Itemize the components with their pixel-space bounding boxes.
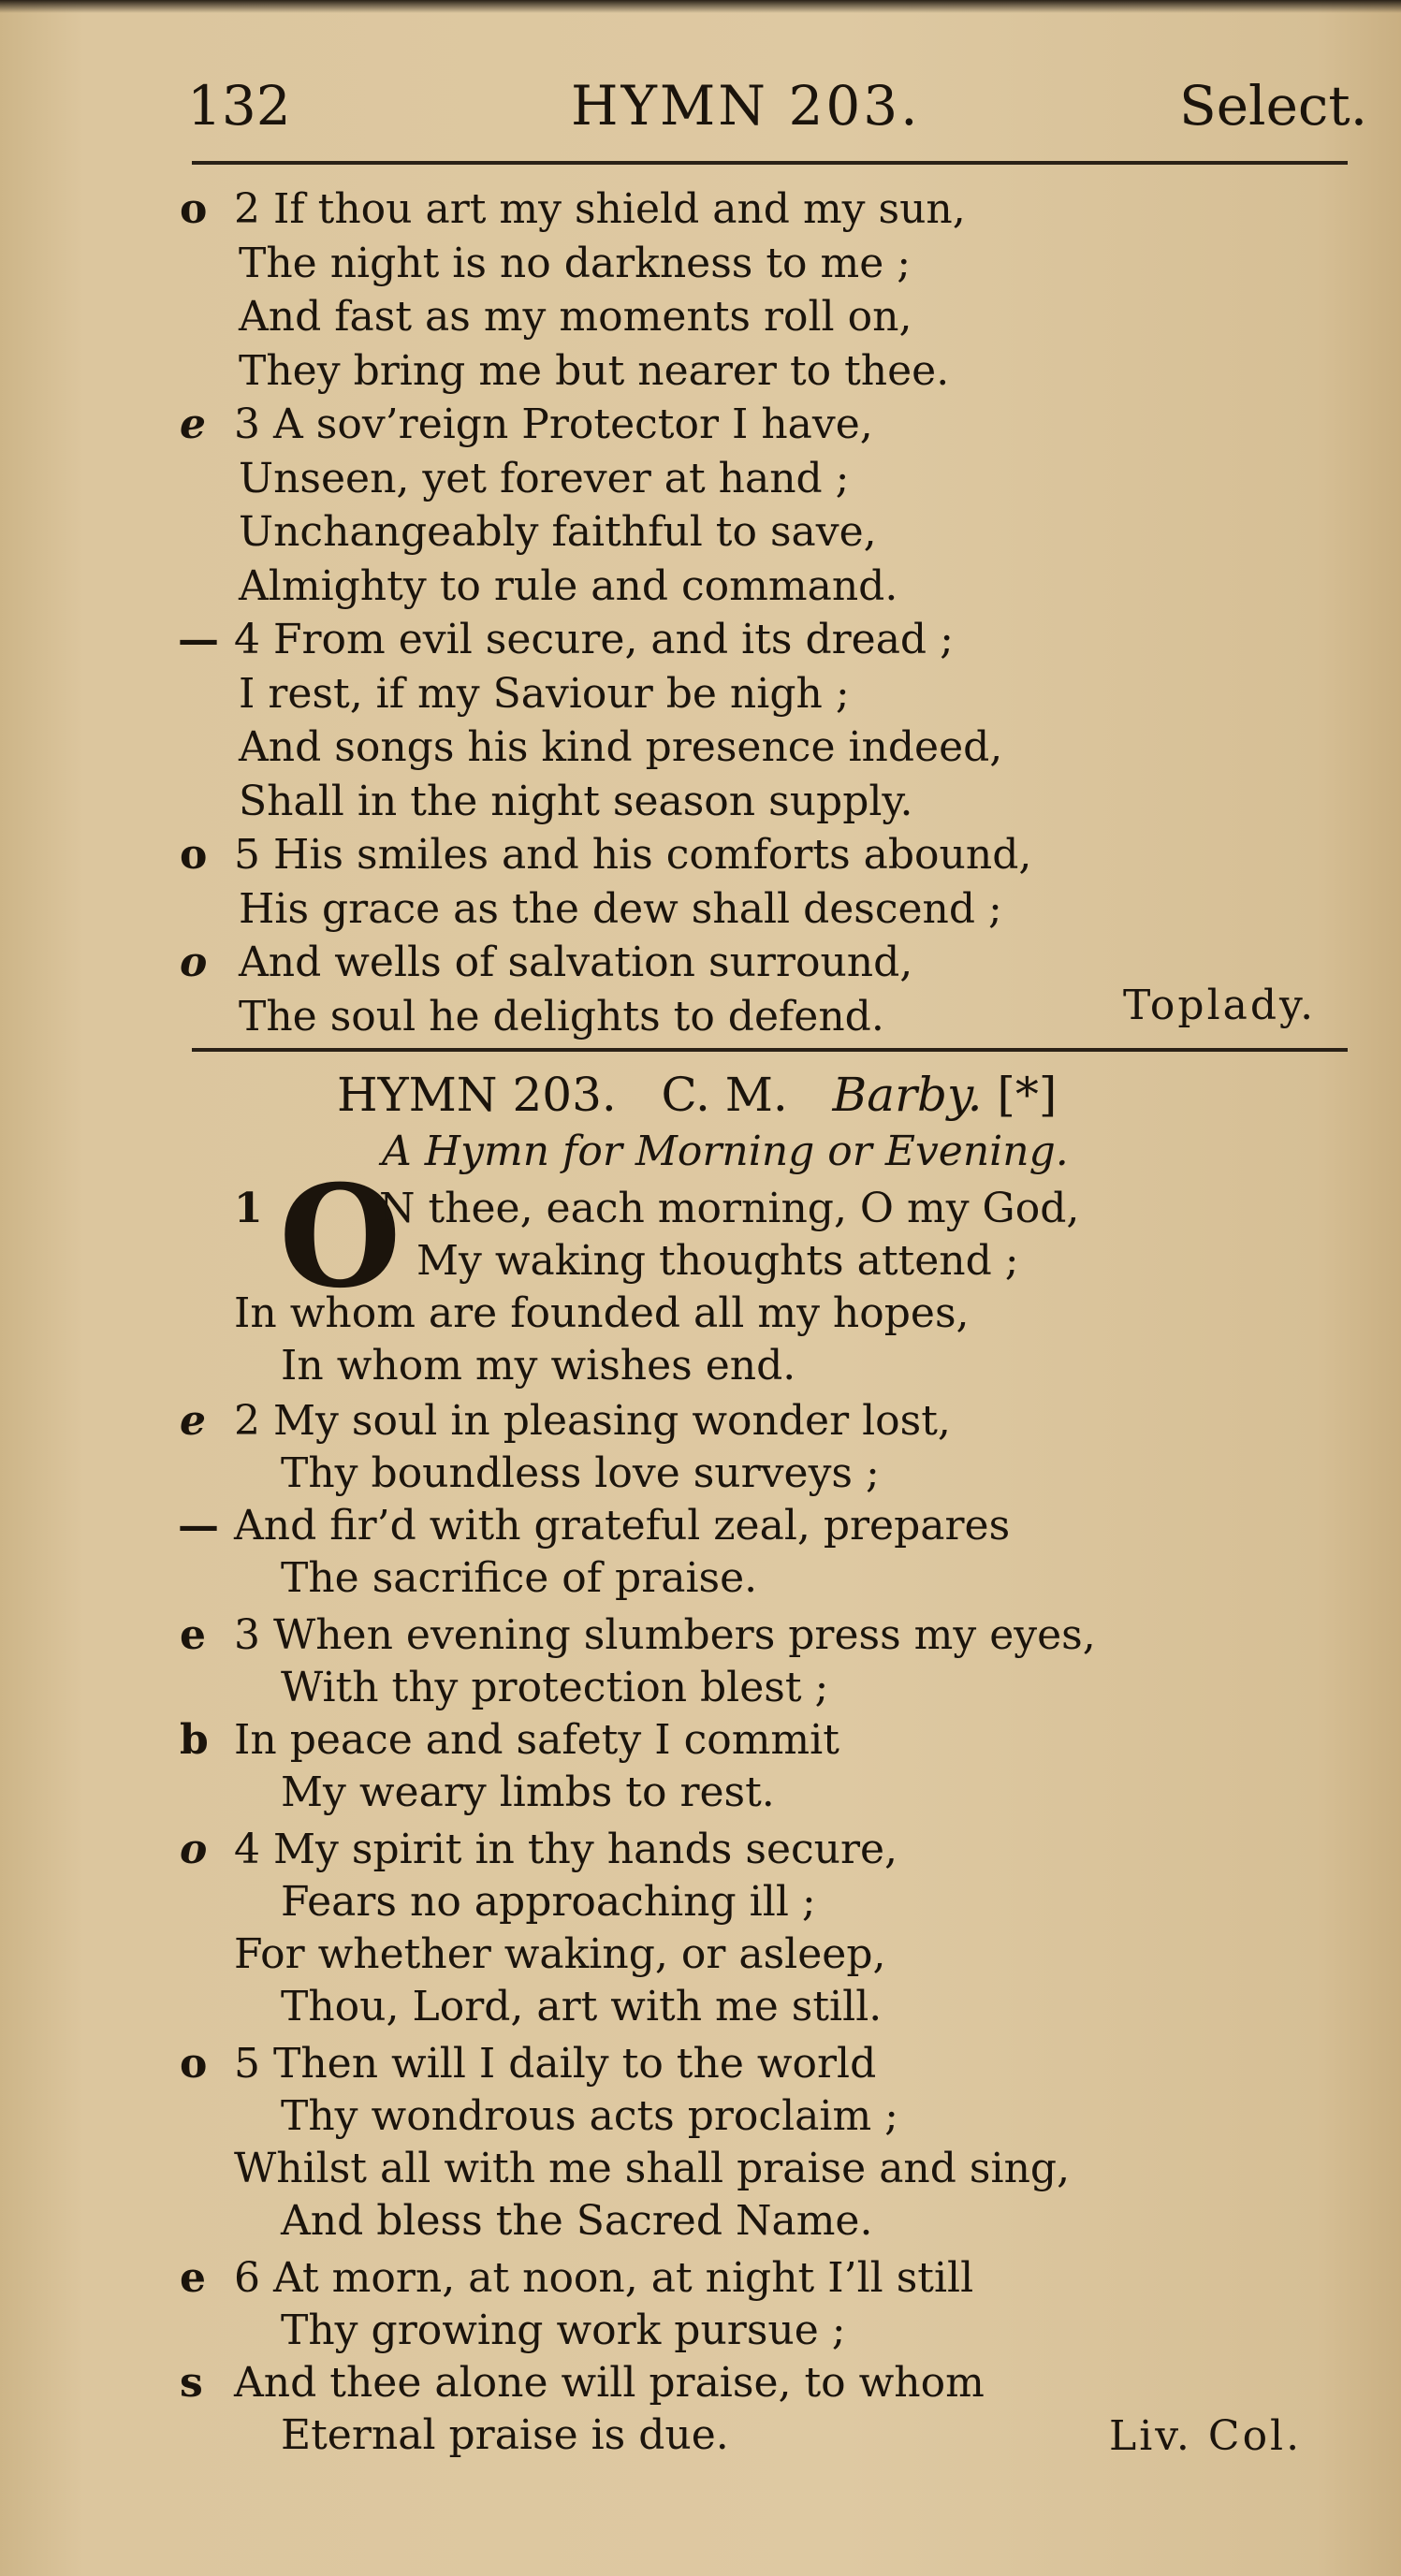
previous-hymn-verse-line: The soul he delights to defend. [239, 992, 884, 1041]
previous-hymn-verse-line: They bring me but nearer to thee. [239, 346, 950, 395]
previous-hymn-verse-line: Shall in the night season supply. [239, 777, 913, 825]
hymn-verse-line: In peace and safety I commit [234, 1716, 839, 1764]
hymn-verse-mark: e [180, 2254, 206, 2302]
drop-cap-letter: O [279, 1155, 401, 1319]
previous-hymn-verse-line: His grace as the dew shall descend ; [239, 884, 1002, 933]
previous-hymn-verse-line: The night is no darkness to me ; [239, 239, 912, 287]
hymn-number: HYMN 203. [337, 1068, 617, 1122]
hymn-verse-line: Fears no approaching ill ; [281, 1878, 816, 1926]
header-rule [192, 161, 1348, 165]
previous-hymn-verse-line: Unseen, yet forever at hand ; [239, 454, 850, 502]
running-title: HYMN 203. [571, 74, 921, 138]
hymn-meter: C. M. [661, 1068, 788, 1122]
hymn-verse-mark: e [180, 1397, 206, 1445]
previous-hymn-verse-line: 4 From evil secure, and its dread ; [234, 616, 954, 663]
previous-hymn-verse-line: And fast as my moments roll on, [239, 293, 912, 341]
hymn-verse-line: 3 When evening slumbers press my eyes, [234, 1611, 1096, 1659]
previous-hymn-verse-mark: o [180, 185, 208, 233]
hymn-verse-mark: e [180, 1611, 206, 1659]
hymn-verse-mark: — [178, 1502, 219, 1550]
previous-hymn-verse-mark: e [180, 400, 206, 448]
previous-hymn-verse-mark: — [178, 616, 219, 663]
hymn-tune: Barby. [832, 1068, 983, 1122]
previous-hymn-author: Toplady. [1123, 982, 1317, 1029]
hymn-verse-line: Thy boundless love surveys ; [281, 1449, 880, 1497]
hymn-verse-line: Thou, Lord, art with me still. [281, 1983, 883, 2030]
hymn-verse-line: And fir’d with grateful zeal, prepares [234, 1502, 1011, 1550]
hymn-verse-line: N thee, each morning, O my God, [379, 1185, 1080, 1232]
hymn-heading [337, 1064, 1057, 1126]
previous-hymn-verse-line: Unchangeably faithful to save, [239, 508, 877, 556]
hymn-verse-line: And thee alone will praise, to whom [234, 2359, 985, 2407]
hymn-verse-line: In whom my wishes end. [281, 1342, 796, 1390]
previous-hymn-verse-line: And wells of salvation surround, [239, 939, 913, 986]
hymn-verse-line: Eternal praise is due. [281, 2411, 729, 2459]
section-label: Select. [1179, 74, 1368, 138]
previous-hymn-verse-line: And songs his kind presence indeed, [239, 723, 1003, 771]
hymn-verse-line: My waking thoughts attend ; [416, 1237, 1019, 1285]
hymn-verse-line: 4 My spirit in thy hands secure, [234, 1826, 898, 1873]
hymn-verse-line: My weary limbs to rest. [281, 1768, 775, 1816]
hymn-verse-line: With thy protection blest ; [281, 1664, 829, 1711]
previous-hymn-verse-line: Almighty to rule and command. [239, 561, 898, 610]
hymn-verse-line: Thy wondrous acts proclaim ; [281, 2092, 898, 2140]
hymn-author: Liv. Col. [1109, 2412, 1303, 2460]
hymn-subtitle: A Hymn for Morning or Evening. [382, 1128, 1069, 1175]
previous-hymn-verse-line: I rest, if my Saviour be nigh ; [239, 669, 850, 718]
hymn-verse-mark: s [180, 2359, 203, 2407]
hymn-divider-rule [192, 1048, 1348, 1052]
page-edge-shadow [0, 0, 1401, 13]
hymn-verse-line: Whilst all with me shall praise and sing, [234, 2145, 1071, 2192]
hymn-tag: [*] [997, 1068, 1058, 1122]
previous-hymn-verse-line: 3 A sov’reign Protector I have, [234, 400, 873, 448]
hymn-verse-line: For whether waking, or asleep, [234, 1930, 886, 1978]
hymn-verse-mark: o [180, 2040, 208, 2088]
hymn-verse-line: Thy growing work pursue ; [281, 2307, 846, 2354]
hymn-verse-line: 2 My soul in pleasing wonder lost, [234, 1397, 951, 1445]
hymn-verse-line: In whom are founded all my hopes, [234, 1289, 970, 1337]
hymn-verse-line: 6 At morn, at noon, at night I’ll still [234, 2254, 974, 2302]
page-number: 132 [187, 74, 291, 138]
previous-hymn-verse-line: 5 His smiles and his comforts abound, [234, 831, 1032, 879]
hymn-verse-line: And bless the Sacred Name. [281, 2197, 873, 2245]
hymn-verse-mark: o [180, 1826, 208, 1873]
stanza-1-number: 1 [234, 1185, 263, 1232]
previous-hymn-verse-mark: o [180, 939, 208, 986]
previous-hymn-verse-mark: o [180, 831, 208, 879]
hymn-verse-line: The sacrifice of praise. [281, 1554, 758, 1602]
previous-hymn-verse-line: 2 If thou art my shield and my sun, [234, 185, 966, 233]
hymn-verse-line: 5 Then will I daily to the world [234, 2040, 877, 2088]
hymn-verse-mark: b [180, 1716, 209, 1764]
